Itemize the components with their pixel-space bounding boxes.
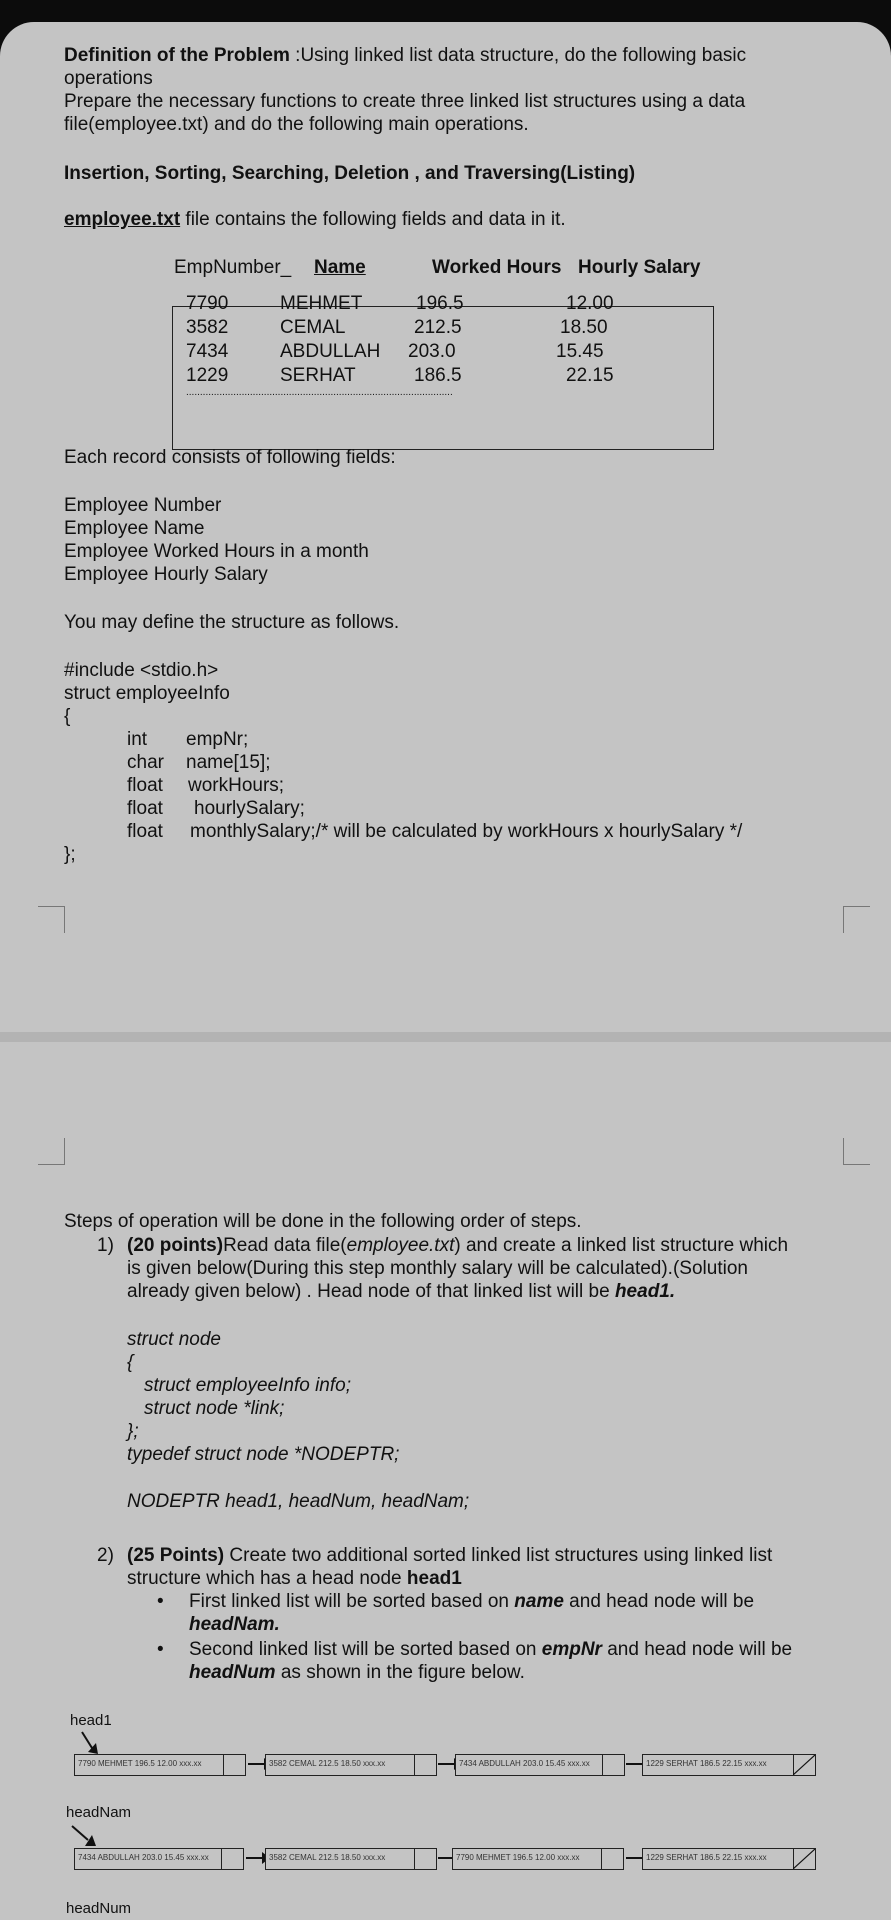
node-code-line: struct node	[127, 1329, 221, 1350]
node-link-cell	[414, 1849, 415, 1869]
code-member-type: char	[127, 752, 164, 773]
code-member-type: float	[127, 798, 163, 819]
list-node	[642, 1848, 816, 1870]
bullet1-field: name	[514, 1591, 564, 1612]
bullet1-line1	[189, 1590, 754, 1613]
node-data: 1229 SERHAT 186.5 22.15 xxx.xx	[646, 1853, 767, 1862]
link-arrow	[246, 1857, 264, 1859]
node-code-line: {	[127, 1352, 134, 1373]
code-member-type: int	[127, 729, 148, 750]
table-cell: 7790	[186, 293, 229, 314]
step1-head: head1.	[614, 1281, 676, 1302]
table-cell: 3582	[186, 317, 229, 338]
null-pointer-icon	[793, 1849, 815, 1869]
node-code-line: struct employeeInfo info;	[144, 1375, 351, 1396]
code-struct-decl: struct employeeInfo	[64, 683, 230, 704]
step2-head: head1	[406, 1568, 462, 1589]
table-cell: ABDULLAH	[280, 341, 381, 362]
code-close-brace: };	[64, 844, 76, 865]
null-pointer-icon	[793, 1755, 815, 1775]
field-item: Employee Name	[64, 518, 205, 539]
document-page-1	[0, 22, 891, 1032]
field-item: Employee Worked Hours in a month	[64, 541, 369, 562]
list-node	[265, 1754, 437, 1776]
table-cell: 1229	[186, 365, 229, 386]
node-link-cell	[221, 1849, 222, 1869]
table-cell: 196.5	[416, 293, 464, 314]
problem-line-4: file(employee.txt) and do the following main operations.	[64, 114, 529, 135]
file-desc: file contains the following fields and data in it.	[180, 209, 566, 230]
table-cell: 212.5	[414, 317, 462, 338]
list-node	[265, 1848, 437, 1870]
list-node	[74, 1848, 244, 1870]
node-link-cell	[414, 1755, 415, 1775]
link-arrow	[438, 1763, 456, 1765]
step2-text: Create two additional sorted linked list structures using linked list	[224, 1545, 773, 1566]
table-cell: 186.5	[414, 365, 462, 386]
table-cell: SERHAT	[280, 365, 356, 386]
code-member-decl: hourlySalary;	[194, 798, 305, 819]
step2-number: 2)	[97, 1545, 114, 1566]
bullet2-line2	[189, 1661, 525, 1684]
problem-title-rest: :Using linked list data structure, do the following basic	[289, 45, 747, 66]
field-item: Employee Hourly Salary	[64, 564, 268, 585]
margin-corner-mark	[38, 906, 65, 933]
bullet2-text-c: as shown in the figure below.	[275, 1662, 525, 1683]
code-member-decl: workHours;	[188, 775, 285, 796]
code-member-decl: empNr;	[186, 729, 249, 750]
bullet-dot: •	[157, 1639, 164, 1660]
bullet2-field: empNr	[541, 1639, 602, 1660]
code-member-decl: monthlySalary;/* will be calculated by workHours x hourlySalary */	[190, 821, 743, 842]
head1-label: head1	[70, 1712, 112, 1729]
step1-points: (20 points)	[127, 1235, 224, 1256]
node-data: 7434 ABDULLAH 203.0 15.45 xxx.xx	[459, 1759, 590, 1768]
table-header-hourly-salary: Hourly Salary	[578, 257, 701, 278]
list-node	[74, 1754, 246, 1776]
node-data: 7790 MEHMET 196.5 12.00 xxx.xx	[456, 1853, 580, 1862]
document-page-2	[0, 1042, 891, 1920]
step1-text-a: Read data file(	[223, 1235, 347, 1256]
code-member-decl: name[15];	[186, 752, 271, 773]
node-link-cell	[602, 1755, 603, 1775]
bullet-dot: •	[157, 1591, 164, 1612]
operations-line: Insertion, Sorting, Searching, Deletion , and Traversing(Listing)	[64, 163, 636, 184]
step1-number: 1)	[97, 1235, 114, 1256]
list-node	[642, 1754, 816, 1776]
table-cell: 203.0	[408, 341, 456, 362]
code-include: #include <stdio.h>	[64, 660, 219, 681]
problem-line-2: operations	[64, 68, 153, 89]
file-desc-line	[64, 208, 566, 231]
step2-line1	[127, 1544, 772, 1567]
headNum-label: headNum	[66, 1900, 132, 1917]
field-item: Employee Number	[64, 495, 222, 516]
table-cell: 7434	[186, 341, 229, 362]
table-cell: 18.50	[560, 317, 608, 338]
problem-title-line	[64, 44, 746, 67]
node-data: 3582 CEMAL 212.5 18.50 xxx.xx	[269, 1853, 386, 1862]
node-data: 7790 MEHMET 196.5 12.00 xxx.xx	[78, 1759, 202, 1768]
margin-corner-mark	[843, 906, 870, 933]
node-data: 3582 CEMAL 212.5 18.50 xxx.xx	[269, 1759, 386, 1768]
list-node	[455, 1754, 625, 1776]
margin-corner-mark	[38, 1138, 65, 1165]
node-data: 1229 SERHAT 186.5 22.15 xxx.xx	[646, 1759, 767, 1768]
fields-intro: Each record consists of following fields:	[64, 447, 396, 468]
table-dots: ................................................................................................	[186, 387, 453, 398]
bullet2-head: headNum	[189, 1662, 276, 1683]
node-link-cell	[601, 1849, 602, 1869]
step1-line1	[127, 1234, 788, 1257]
page-separator	[0, 1032, 891, 1042]
bullet1-text-b: and head node will be	[563, 1591, 755, 1612]
table-cell: 15.45	[556, 341, 604, 362]
step1-line3	[127, 1280, 675, 1303]
code-open-brace: {	[64, 706, 71, 727]
bullet1-head: headNam.	[189, 1614, 280, 1635]
table-header-name: Name	[314, 257, 366, 278]
node-data: 7434 ABDULLAH 203.0 15.45 xxx.xx	[78, 1853, 209, 1862]
node-link-cell	[223, 1755, 224, 1775]
node-code-line: struct node *link;	[144, 1398, 285, 1419]
node-code-line: };	[127, 1421, 139, 1442]
step1-line3-text: already given below) . Head node of that linked list will be	[127, 1281, 615, 1302]
table-cell: 12.00	[566, 293, 614, 314]
step2-line2	[127, 1567, 462, 1590]
headNam-label: headNam	[66, 1804, 132, 1821]
table-cell: 22.15	[566, 365, 614, 386]
table-header-empnumber: EmpNumber_	[174, 257, 292, 278]
define-line: You may define the structure as follows.	[64, 612, 400, 633]
code-member-type: float	[127, 775, 163, 796]
table-header-worked-hours: Worked Hours	[432, 257, 562, 278]
table-cell: MEHMET	[280, 293, 363, 314]
link-arrow	[248, 1763, 266, 1765]
problem-line-3: Prepare the necessary functions to create three linked list structures using a data	[64, 91, 746, 112]
bullet2-text-a: Second linked list will be sorted based on	[189, 1639, 542, 1660]
file-name: employee.txt	[64, 209, 181, 230]
step1-file: employee.txt	[346, 1235, 455, 1256]
node-code-line: NODEPTR head1, headNum, headNam;	[127, 1491, 470, 1512]
bullet2-line1	[189, 1638, 792, 1661]
steps-intro: Steps of operation will be done in the following order of steps.	[64, 1211, 582, 1232]
step1-text-b: ) and create a linked list structure which	[454, 1235, 789, 1256]
code-member-type: float	[127, 821, 163, 842]
step1-line2: is given below(During this step monthly salary will be calculated).(Solution	[127, 1258, 748, 1279]
table-cell: CEMAL	[280, 317, 346, 338]
step2-line2-text: structure which has a head node	[127, 1568, 407, 1589]
list-node	[452, 1848, 624, 1870]
bullet1-text-a: First linked list will be sorted based on	[189, 1591, 515, 1612]
step2-points: (25 Points)	[127, 1545, 225, 1566]
node-code-line: typedef struct node *NODEPTR;	[127, 1444, 400, 1465]
margin-corner-mark	[843, 1138, 870, 1165]
problem-title-bold: Definition of the Problem	[64, 45, 290, 66]
bullet2-text-b: and head node will be	[601, 1639, 793, 1660]
